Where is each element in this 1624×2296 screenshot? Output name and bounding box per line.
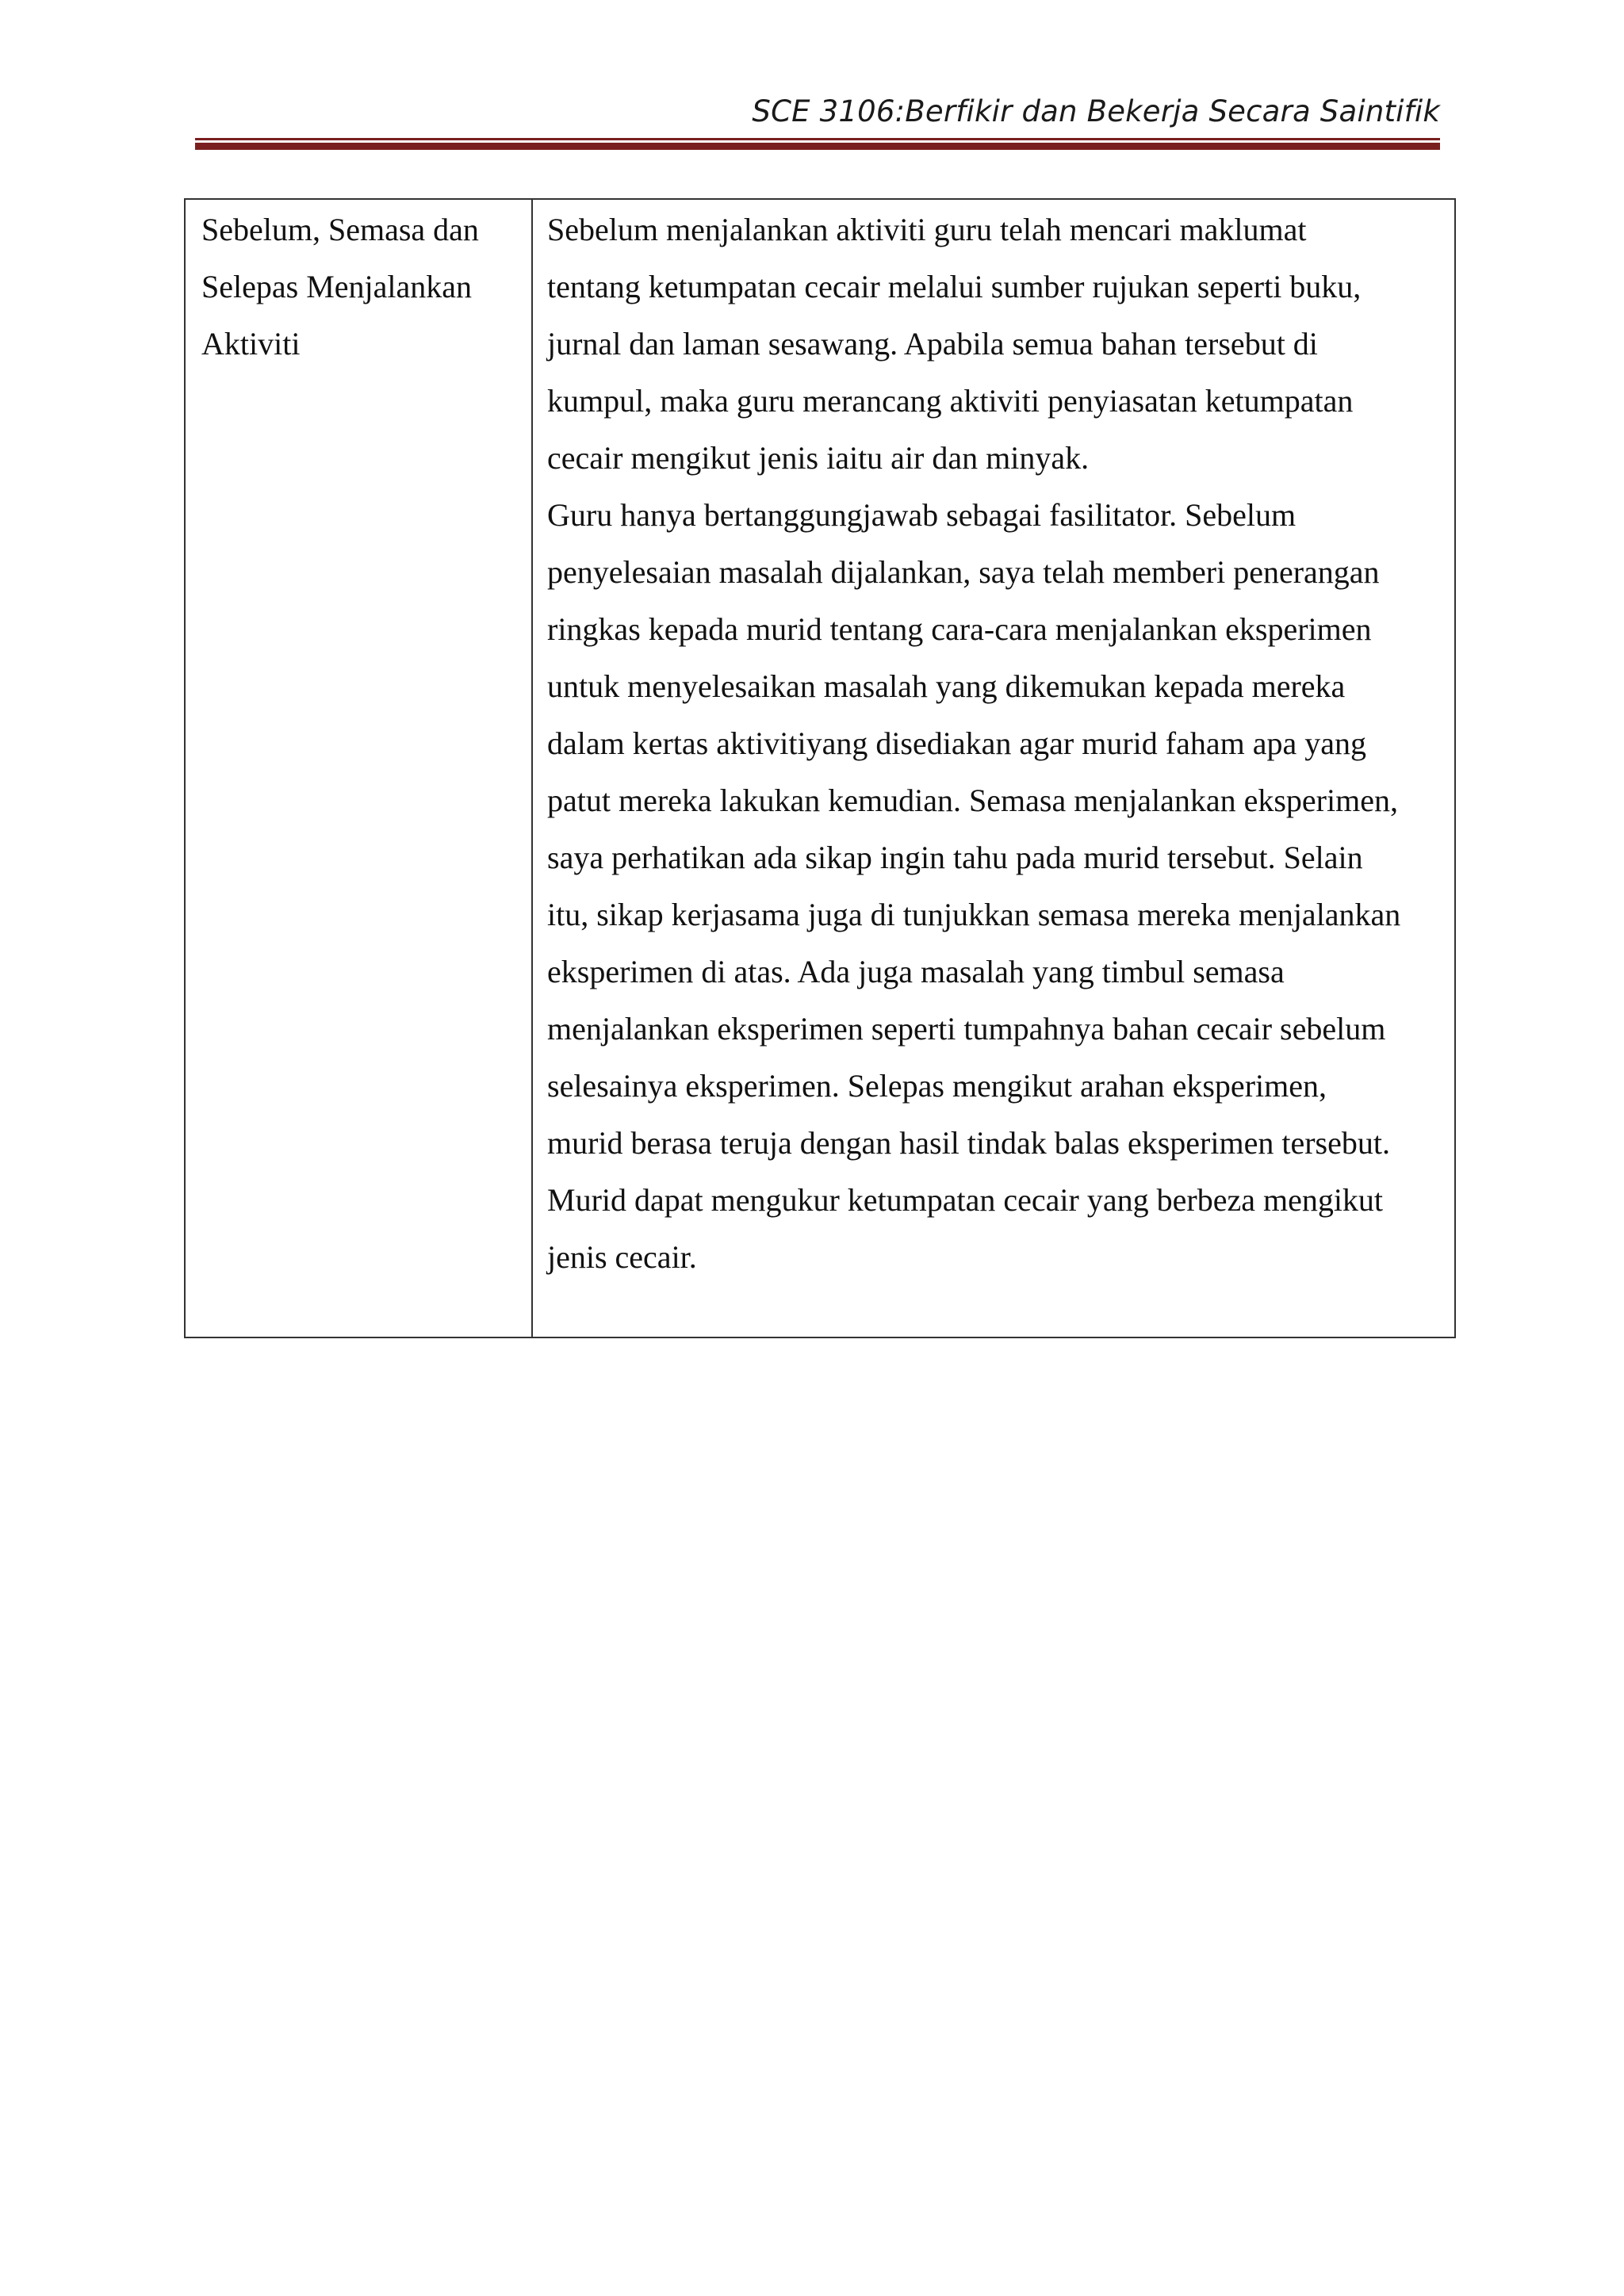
header-rule-thin [195,138,1440,140]
content-line: murid berasa teruja dengan hasil tindak balas eksperimen tersebut. [547,1125,1390,1161]
header-rule-thick [195,143,1440,150]
label-cell [185,199,532,1337]
content-line: itu, sikap kerjasama juga di tunjukkan semasa mereka menjalankan [547,897,1401,932]
content-line: cecair mengikut jenis iaitu air dan minyak. [547,440,1090,476]
content-line: penyelesaian masalah dijalankan, saya telah memberi penerangan [547,554,1380,590]
label-text [186,201,531,373]
content-line: patut mereka lakukan kemudian. Semasa menjalankan eksperimen, [547,783,1398,818]
content-line: menjalankan eksperimen seperti tumpahnya bahan cecair sebelum [547,1011,1386,1047]
content-line: dalam kertas aktivitiyang disediakan agar murid faham apa yang [547,725,1366,761]
label-line: Selepas Menjalankan [201,269,472,304]
content-line: untuk menyelesaikan masalah yang dikemukan kepada mereka [547,668,1346,704]
content-line: Murid dapat mengukur ketumpatan cecair yang berbeza mengikut [547,1182,1384,1218]
content-cell [532,199,1455,1337]
reflection-table [184,198,1456,1338]
table-row [185,199,1455,1337]
content-text [533,201,1454,1286]
content-line: jurnal dan laman sesawang. Apabila semua bahan tersebut di [547,326,1318,362]
content-line: ringkas kepada murid tentang cara-cara menjalankan eksperimen [547,611,1372,647]
page-header [195,94,1440,130]
content-line: jenis cecair. [547,1239,697,1275]
content-line: saya perhatikan ada sikap ingin tahu pada murid tersebut. Selain [547,840,1363,875]
header-title: SCE 3106:Berfikir dan Bekerja Secara Saintifik [752,94,1440,128]
label-line: Aktiviti [201,326,301,362]
content-line: kumpul, maka guru merancang aktiviti penyiasatan ketumpatan [547,383,1354,419]
content-line: Guru hanya bertanggungjawab sebagai fasilitator. Sebelum [547,497,1297,533]
content-line: Sebelum menjalankan aktiviti guru telah mencari maklumat [547,212,1307,247]
label-line: Sebelum, Semasa dan [201,212,479,247]
content-line: tentang ketumpatan cecair melalui sumber rujukan seperti buku, [547,269,1362,304]
content-line: selesainya eksperimen. Selepas mengikut arahan eksperimen, [547,1068,1327,1104]
content-line: eksperimen di atas. Ada juga masalah yang timbul semasa [547,954,1285,989]
